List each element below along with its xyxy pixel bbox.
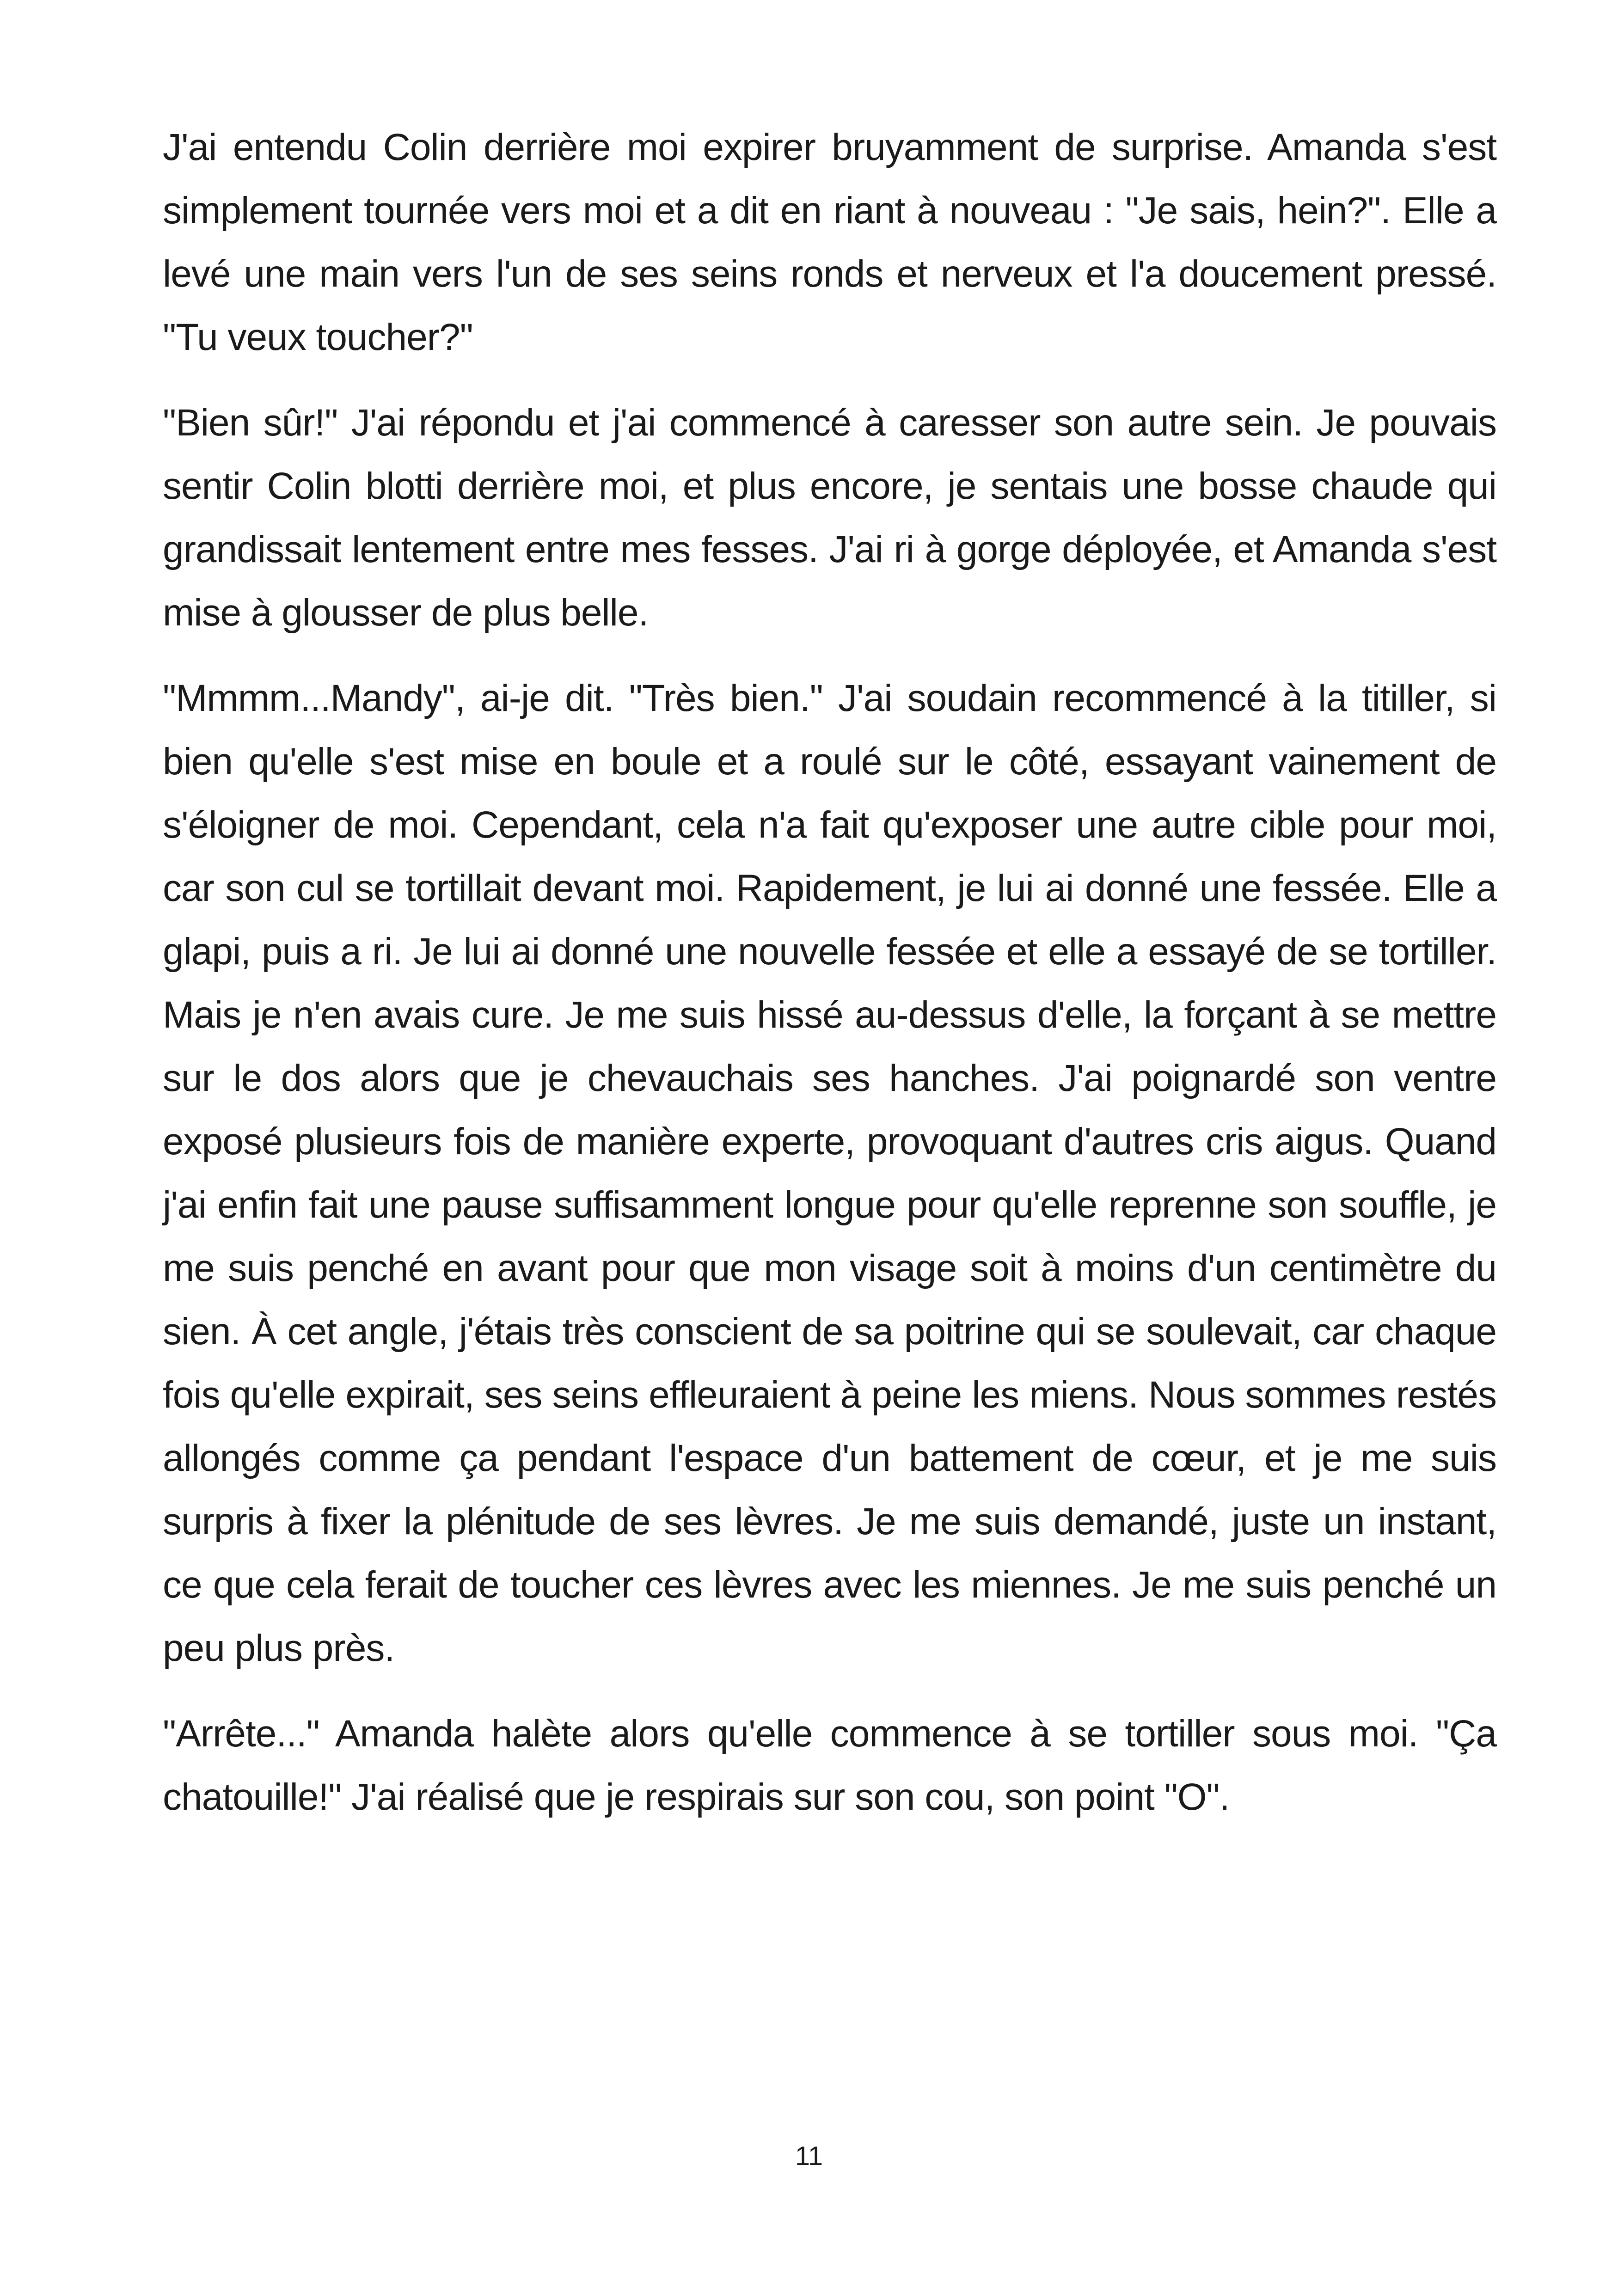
page-number: 11 (795, 2141, 823, 2171)
body-text (163, 116, 1496, 1851)
paragraph-3: "Mmmm...Mandy", ai-je dit. "Très bien." J'ai soudain recommencé à la titiller, si bien qu'elle s'est mise en boule et a roulé sur le côté, essayant vainement de s'éloigner de moi. Cependant, cela n'a fait qu'exposer une autre cible pour moi, car son cul se tortillait devant moi. Rapidement, je lui ai donné une fessée. Elle a glapi, puis a ri. Je lui ai donné une nouvelle fessée et elle a essayé de se tortiller. Mais je n'en avais cure. Je me suis hissé au-dessus d'elle, la forçant à se mettre sur le dos alors que je chevauchais ses hanches. J'ai poignardé son ventre exposé plusieurs fois de manière experte, provoquant d'autres cris aigus. Quand j'ai enfin fait une pause suffisamment longue pour qu'elle reprenne son souffle, je me suis penché en avant pour que mon visage soit à moins d'un centimètre du sien. À cet angle, j'étais très conscient de sa poitrine qui se soulevait, car chaque fois qu'elle expirait, ses seins effleuraient à peine les miens. Nous sommes restés allongés comme ça pendant l'espace d'un battement de cœur, et je me suis surpris à fixer la plénitude de ses lèvres. Je me suis demandé, juste un instant, ce que cela ferait de toucher ces lèvres avec les miennes. Je me suis penché un peu plus près. (163, 677, 1496, 1669)
paragraph-1: J'ai entendu Colin derrière moi expirer bruyamment de surprise. Amanda s'est simplement tournée vers moi et a dit en riant à nouveau : "Je sais, hein?". Elle a levé une main vers l'un de ses seins ronds et nerveux et l'a doucement pressé. "Tu veux toucher?" (163, 126, 1496, 358)
paragraph-4: "Arrête..." Amanda halète alors qu'elle commence à se tortiller sous moi. "Ça chatouille!" J'ai réalisé que je respirais sur son cou, son point "O". (163, 1713, 1496, 1818)
paragraph-2: "Bien sûr!" J'ai répondu et j'ai commencé à caresser son autre sein. Je pouvais sentir Colin blotti derrière moi, et plus encore, je sentais une bosse chaude qui grandissait lentement entre mes fesses. J'ai ri à gorge déployée, et Amanda s'est mise à glousser de plus belle. (163, 402, 1496, 634)
